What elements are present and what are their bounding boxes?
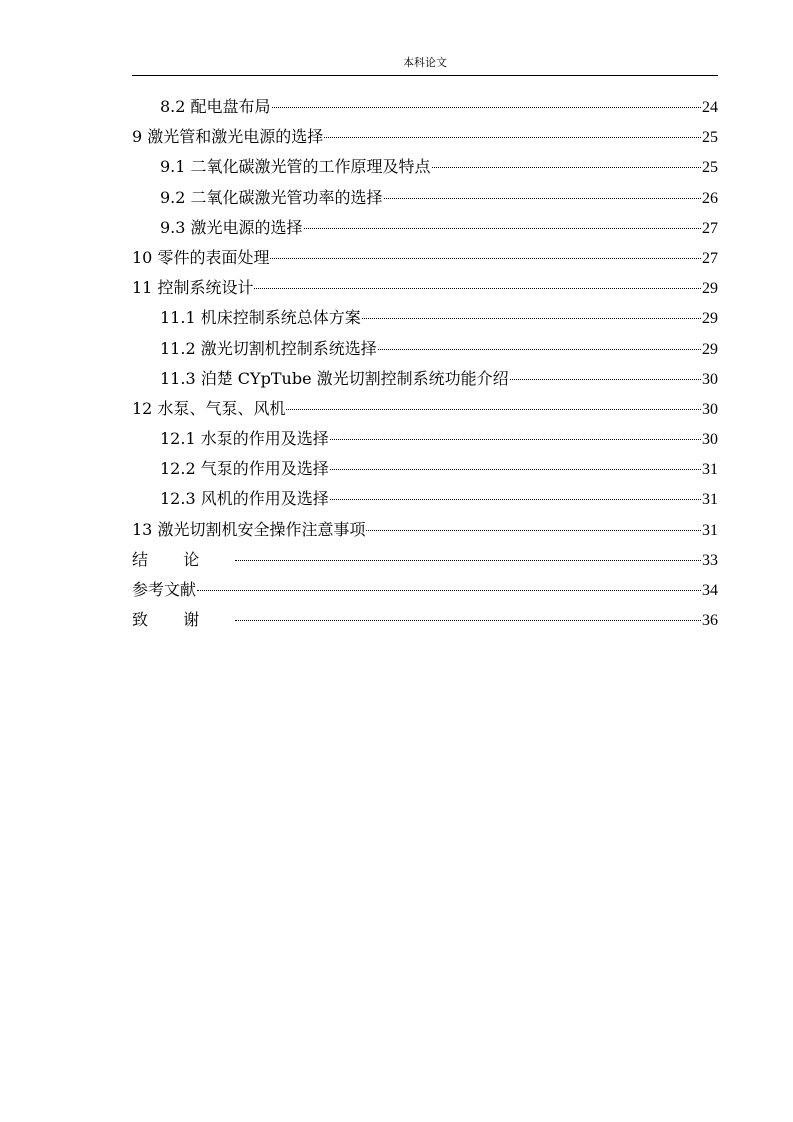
toc-entry-12-1[interactable] [132,424,718,454]
toc-entry-11-1[interactable] [132,303,718,333]
toc-entry-8-2[interactable] [132,92,718,122]
toc-entry-title: 参考文献 [132,580,197,599]
toc-entry-title: 13 激光切割机安全操作注意事项 [132,519,366,539]
toc-dot-leader [510,379,701,380]
toc-entry-page: 29 [702,340,718,358]
toc-entry-references[interactable] [132,575,718,605]
toc-dot-leader [272,107,701,108]
toc-dot-leader [286,409,701,410]
toc-entry-title: 致谢 [132,610,235,630]
page-header [132,55,718,76]
toc-entry-page: 30 [702,431,718,449]
toc-entry-10[interactable] [132,243,718,273]
toc-entry-9-1[interactable] [132,152,718,182]
toc-entry-title: 8.2 配电盘布局 [160,97,271,116]
toc-entry-page: 29 [702,280,718,298]
toc-dot-leader [330,499,701,500]
toc-entry-11[interactable] [132,273,718,303]
table-of-contents [132,92,718,635]
toc-entry-title: 11.2 激光切割机控制系统选择 [160,338,377,358]
toc-dot-leader [378,349,701,350]
toc-entry-page: 31 [702,461,718,479]
toc-dot-leader [324,137,701,138]
toc-entry-title: 9 激光管和激光电源的选择 [132,127,324,147]
toc-entry-title: 12.3 风机的作用及选择 [160,489,329,509]
toc-dot-leader [254,288,701,289]
toc-entry-title: 12 水泵、气泵、风机 [132,398,286,418]
toc-entry-acknowledgements[interactable] [132,605,718,635]
toc-dot-leader [235,620,701,621]
toc-entry-title: 11 控制系统设计 [132,278,254,298]
toc-dot-leader [235,560,701,561]
toc-entry-title: 12.1 水泵的作用及选择 [160,429,329,449]
toc-entry-page: 29 [702,310,718,328]
toc-entry-page: 27 [702,219,718,237]
toc-dot-leader [366,530,701,531]
toc-dot-leader [330,439,701,440]
toc-dot-leader [330,469,701,470]
toc-entry-page: 30 [702,370,718,388]
toc-entry-page: 30 [702,400,718,418]
toc-entry-title: 11.1 机床控制系统总体方案 [160,308,361,328]
toc-entry-page: 31 [702,491,718,509]
toc-entry-11-3[interactable] [132,364,718,394]
toc-entry-12-2[interactable] [132,454,718,484]
toc-entry-page: 24 [702,99,718,116]
toc-dot-leader [384,198,701,199]
toc-entry-page: 33 [702,551,718,569]
toc-dot-leader [270,258,701,259]
toc-dot-leader [197,590,701,591]
toc-entry-12-3[interactable] [132,484,718,514]
toc-entry-title: 结论 [132,549,235,569]
toc-entry-page: 36 [702,612,718,630]
toc-entry-page: 27 [702,249,718,267]
toc-dot-leader [432,167,701,168]
toc-entry-title: 12.2 气泵的作用及选择 [160,459,329,479]
toc-dot-leader [362,318,701,319]
toc-entry-title: 9.3 激光电源的选择 [160,217,303,237]
toc-entry-conclusion[interactable] [132,545,718,575]
toc-entry-title: 11.3 泊楚 CYpTube 激光切割控制系统功能介绍 [160,368,509,388]
toc-entry-title: 9.2 二氧化碳激光管功率的选择 [160,187,383,207]
toc-dot-leader [304,228,701,229]
toc-entry-9[interactable] [132,122,718,152]
toc-entry-page: 26 [702,189,718,207]
toc-entry-11-2[interactable] [132,334,718,364]
toc-entry-title: 9.1 二氧化碳激光管的工作原理及特点 [160,157,431,177]
toc-entry-9-3[interactable] [132,213,718,243]
toc-entry-title: 10 零件的表面处理 [132,247,270,267]
toc-entry-page: 34 [702,582,718,599]
toc-entry-page: 31 [702,521,718,539]
toc-entry-13[interactable] [132,515,718,545]
toc-entry-12[interactable] [132,394,718,424]
header-title: 本科论文 [403,56,447,69]
toc-entry-page: 25 [702,159,718,177]
toc-entry-9-2[interactable] [132,183,718,213]
toc-entry-page: 25 [702,129,718,147]
